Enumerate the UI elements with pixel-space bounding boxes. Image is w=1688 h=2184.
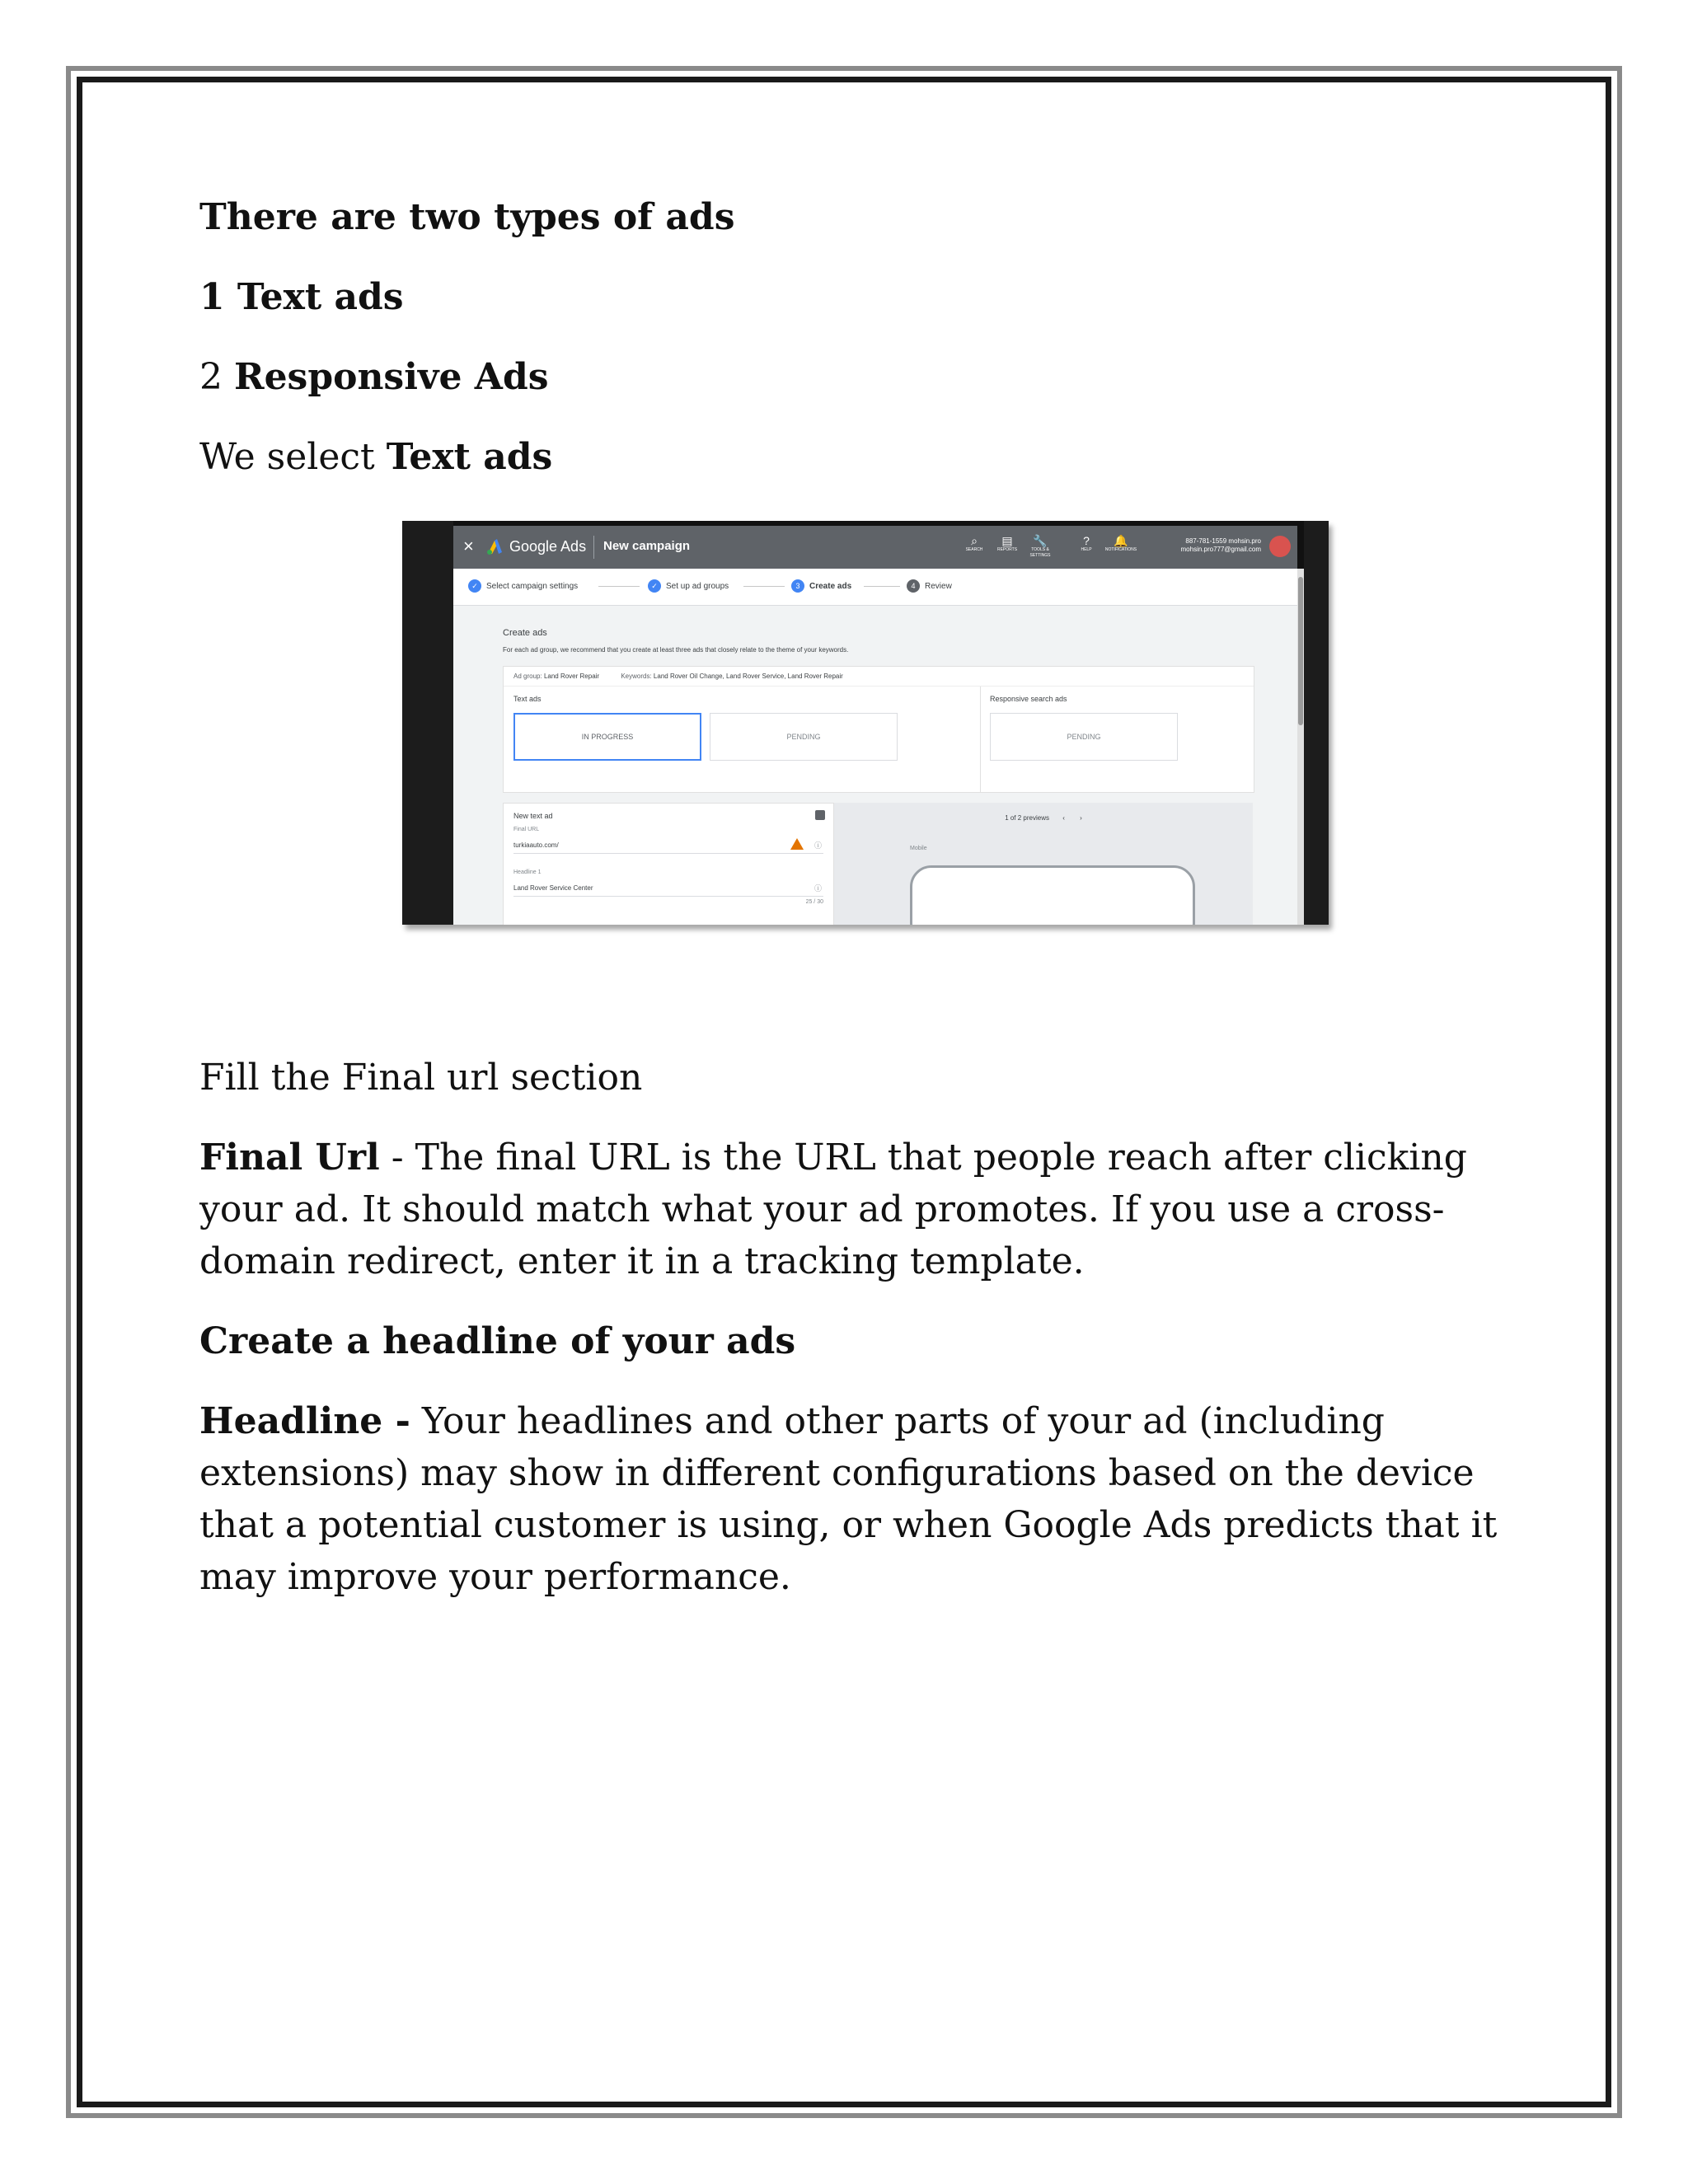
responsive-ad-pending[interactable]: PENDING xyxy=(990,713,1178,761)
account-phone-name: 887-781-1559 mohsin.pro xyxy=(1185,537,1261,545)
check-icon: ✓ xyxy=(648,579,661,593)
info-icon[interactable]: ⓘ xyxy=(814,841,822,850)
ad-group-row: Ad group: Land Rover Repair Keywords: Land Rover Oil Change, Land Rover Service, Land Rover Repair xyxy=(504,667,1254,687)
warning-icon xyxy=(790,838,804,850)
tools-settings-button[interactable]: 🔧 TOOLS & SETTINGS xyxy=(1029,534,1051,558)
text-ads-label: Text ads xyxy=(513,695,542,703)
types-heading: There are two types of ads xyxy=(199,196,735,238)
text-ad-pending[interactable]: PENDING xyxy=(710,713,898,761)
account-email: mohsin.pro777@gmail.com xyxy=(1180,546,1261,553)
headline-1-input[interactable]: Land Rover Service Center xyxy=(513,884,593,892)
title-divider xyxy=(593,536,594,559)
create-ads-description: For each ad group, we recommend that you create at least three ads that closely relate to the theme of your keywords. xyxy=(503,646,849,654)
chevron-left-icon[interactable]: ‹ xyxy=(1062,814,1065,822)
text-ad-in-progress[interactable]: IN PROGRESS xyxy=(513,713,701,761)
list-item-text-ads: 1 Text ads xyxy=(199,276,404,318)
ad-preview-panel xyxy=(834,803,1253,925)
step-ad-groups[interactable]: ✓ Set up ad groups xyxy=(648,579,729,593)
account-info[interactable] xyxy=(1170,537,1261,554)
new-text-ad-title: New text ad xyxy=(513,812,553,820)
chevron-right-icon[interactable]: › xyxy=(1080,814,1082,822)
google-ads-logo-icon xyxy=(486,537,503,555)
headline-paragraph: Headline - Your headlines and other parts of your ad (including extensions) may show in different configurations based on the device that a potential customer is using, or when Google Ads predicts that it may improve your performance. xyxy=(199,1400,1498,1598)
final-url-paragraph: Final Url - The final URL is the URL that people reach after clicking your ad. It should match what your ad promotes. If you use a cross-domain redirect, enter it in a tracking template. xyxy=(199,1137,1467,1282)
check-icon: ✓ xyxy=(468,579,481,593)
step-create-ads[interactable]: 3 Create ads xyxy=(791,579,851,593)
campaign-stepper xyxy=(453,569,1297,606)
new-text-ad-form xyxy=(503,803,834,925)
headline-heading: Create a headline of your ads xyxy=(199,1320,796,1362)
page-title: New campaign xyxy=(603,539,691,553)
save-icon[interactable] xyxy=(815,810,825,820)
preview-pager: 1 of 2 previews ‹ › xyxy=(1005,814,1082,822)
notifications-button[interactable]: 🔔 NOTIFICATIONS xyxy=(1104,534,1137,552)
ads-app-window xyxy=(453,526,1297,925)
document-body xyxy=(199,191,1502,483)
list-item-responsive-ads: 2 Responsive Ads xyxy=(199,356,549,398)
document-body-continued xyxy=(199,1052,1502,1603)
mobile-label: Mobile xyxy=(910,846,927,851)
create-ads-title: Create ads xyxy=(503,628,547,638)
reports-icon: ▤ xyxy=(1001,534,1013,547)
google-ads-screenshot xyxy=(402,521,1329,925)
step-campaign-settings[interactable]: ✓ Select campaign settings xyxy=(468,579,578,593)
mobile-preview-frame xyxy=(910,865,1195,925)
headline-1-counter: 25 / 30 xyxy=(805,899,823,905)
bell-icon: 🔔 xyxy=(1114,534,1128,547)
search-icon: ⌕ xyxy=(971,534,978,547)
wrench-icon: 🔧 xyxy=(1033,534,1048,547)
scrollbar xyxy=(1297,569,1304,925)
reports-button[interactable]: ▤ REPORTS xyxy=(996,534,1018,552)
final-url-input[interactable]: turkiaauto.com/ xyxy=(513,841,559,849)
final-url-label: Final URL xyxy=(513,827,540,832)
headline-1-label: Headline 1 xyxy=(513,869,542,875)
headline-term: Headline - xyxy=(199,1400,410,1442)
screenshot-left-margin xyxy=(402,521,453,925)
screenshot-right-margin xyxy=(1304,521,1329,925)
help-button[interactable]: ? HELP xyxy=(1081,534,1092,552)
search-button[interactable]: ⌕ SEARCH xyxy=(965,534,983,552)
step-review[interactable]: 4 Review xyxy=(907,579,952,593)
fill-final-url-line: Fill the Final url section xyxy=(199,1057,643,1099)
select-line: We select Text ads xyxy=(199,436,553,478)
brand-name: Google Ads xyxy=(509,538,587,555)
help-icon: ? xyxy=(1083,534,1090,547)
final-url-term: Final Url xyxy=(199,1137,380,1179)
top-bar xyxy=(453,526,1297,569)
ad-type-card xyxy=(503,666,1254,793)
close-icon[interactable]: × xyxy=(463,536,474,556)
responsive-search-ads-label: Responsive search ads xyxy=(990,695,1067,703)
avatar[interactable] xyxy=(1269,536,1291,557)
info-icon[interactable]: ⓘ xyxy=(814,884,822,893)
